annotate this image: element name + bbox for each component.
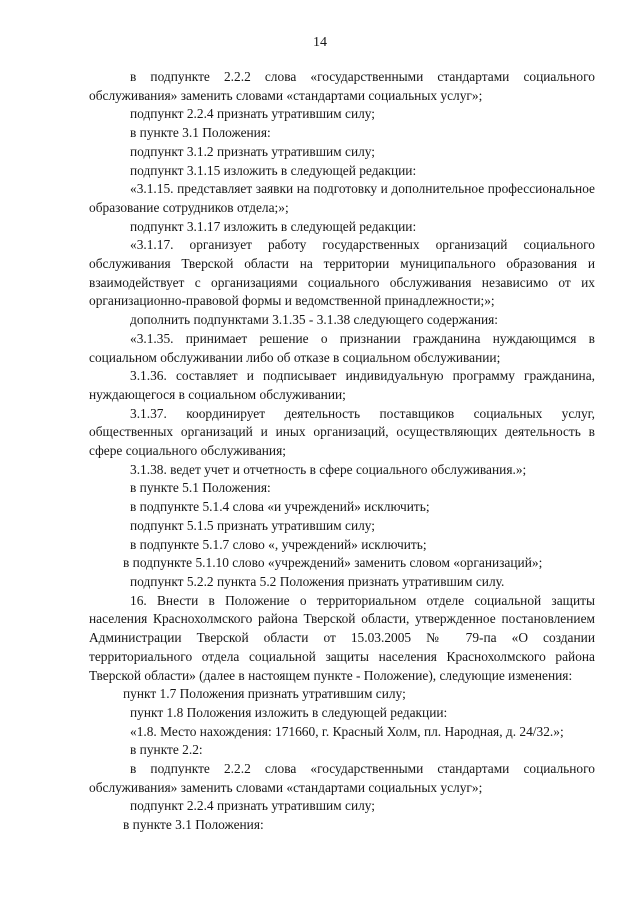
paragraph: 16. Внести в Положение о территориальном отделе социальной защиты населения Краснохолмского района Тверской области, утвержденное постановлением Администрации Тверской области от 15.03.2005 № 79-па «О создании территориального отдела социальной защиты населения Краснохолмского района Тверской области» (далее в настоящем пункте - Положение), следующие изменения:: [89, 592, 595, 683]
paragraph: в подпункте 2.2.2 слова «государственными стандартами социального обслуживания» заменить словами «стандартами социальных услуг»;: [89, 761, 595, 795]
paragraph: дополнить подпунктами 3.1.35 - 3.1.38 следующего содержания:: [130, 312, 499, 328]
paragraph: 3.1.38. ведет учет и отчетность в сфере социального обслуживания.»;: [130, 461, 527, 477]
document-body: [89, 68, 595, 835]
paragraph: подпункт 5.2.2 пункта 5.2 Положения признать утратившим силу.: [130, 573, 505, 589]
paragraph: «3.1.17. организует работу государственных организаций социального обслуживания Тверской области на территории муниципального образования и взаимодействует с организациями социального обслуживания независимо от их организационно-правовой формы и ведомственной принадлежности;»;: [89, 237, 595, 309]
paragraph: подпункт 3.1.2 признать утратившим силу;: [130, 143, 376, 159]
paragraph: пункт 1.8 Положения изложить в следующей редакции:: [130, 704, 448, 720]
paragraph: в подпункте 5.1.4 слова «и учреждений» исключить;: [130, 499, 430, 515]
paragraph: в подпункте 5.1.7 слово «, учреждений» исключить;: [130, 536, 427, 552]
paragraph: подпункт 2.2.4 признать утратившим силу;: [130, 798, 376, 814]
paragraph: в пункте 5.1 Положения:: [130, 480, 271, 496]
paragraph: «3.1.15. представляет заявки на подготовку и дополнительное профессиональное образование сотрудников отдела;»;: [89, 181, 595, 215]
paragraph: пункт 1.7 Положения признать утратившим силу;: [123, 686, 406, 702]
paragraph: «1.8. Место нахождения: 171660, г. Красный Холм, пл. Народная, д. 24/32.»;: [130, 723, 564, 739]
paragraph: в пункте 2.2:: [130, 742, 203, 758]
paragraph: 3.1.36. составляет и подписывает индивидуальную программу гражданина, нуждающегося в социальном обслуживании;: [89, 368, 595, 402]
paragraph: в подпункте 2.2.2 слова «государственными стандартами социального обслуживания» заменить словами «стандартами социальных услуг»;: [89, 69, 595, 103]
paragraph: подпункт 3.1.17 изложить в следующей редакции:: [130, 218, 417, 234]
paragraph: подпункт 5.1.5 признать утратившим силу;: [130, 517, 376, 533]
paragraph: в пункте 3.1 Положения:: [130, 125, 271, 141]
paragraph: 3.1.37. координирует деятельность поставщиков социальных услуг, общественных организаций и иных организаций, осуществляющих деятельность в сфере социального обслуживания;: [89, 405, 595, 459]
paragraph: в подпункте 5.1.10 слово «учреждений» заменить словом «организаций»;: [123, 555, 543, 571]
paragraph: «3.1.35. принимает решение о признании гражданина нуждающимся в социальном обслуживании либо об отказе в социальном обслуживании;: [89, 330, 595, 365]
paragraph: подпункт 3.1.15 изложить в следующей редакции:: [130, 162, 417, 178]
paragraph: в пункте 3.1 Положения:: [123, 817, 264, 833]
page-number: 14: [313, 35, 327, 50]
paragraph: подпункт 2.2.4 признать утратившим силу;: [130, 106, 376, 122]
